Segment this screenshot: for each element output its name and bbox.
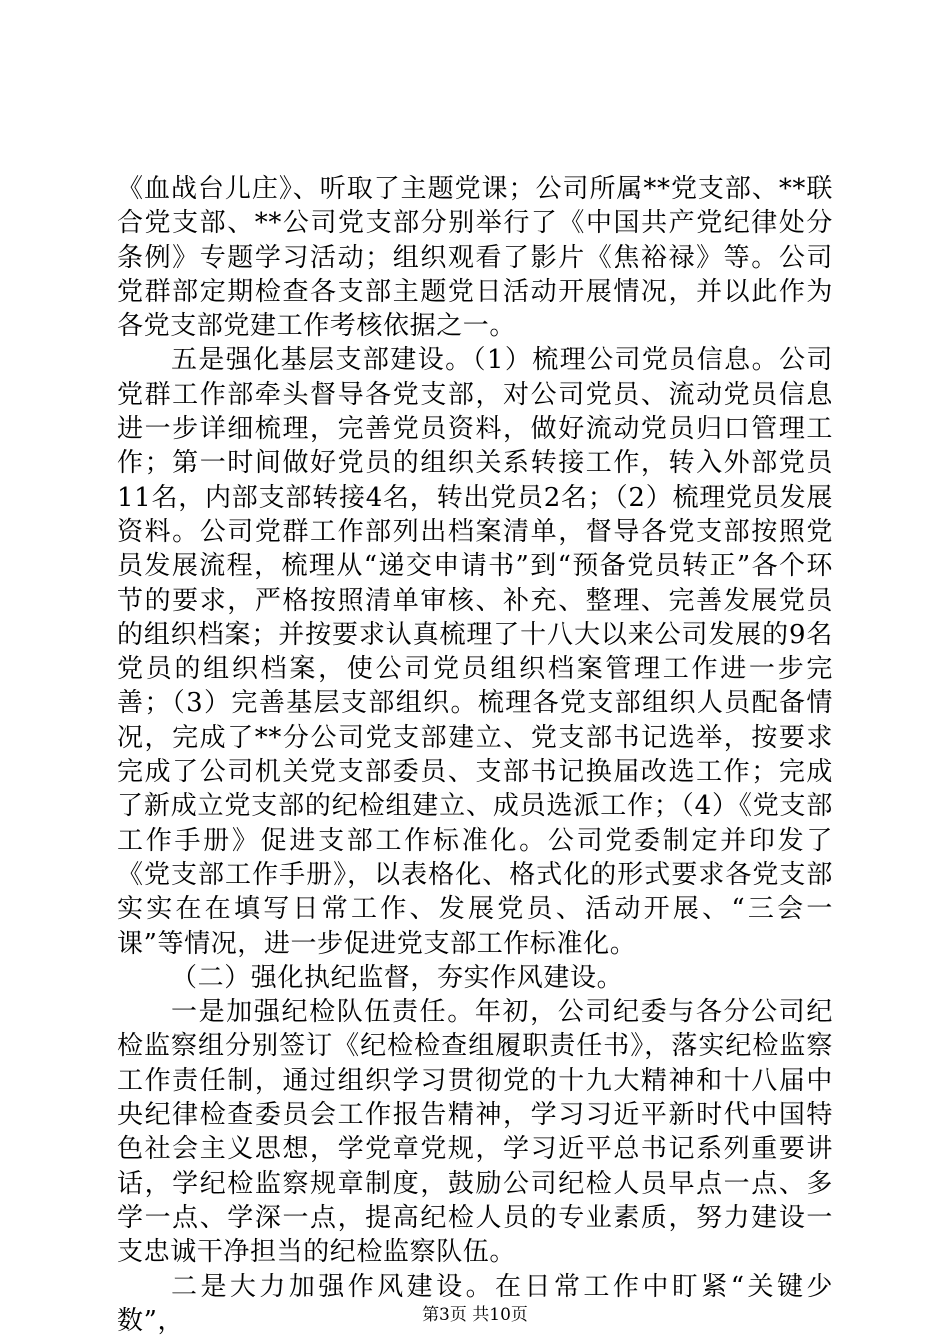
document-body <box>117 172 833 1338</box>
paragraph-work-style: 二是大力加强作风建设。在日常工作中盯紧“关键少数”， <box>117 1271 833 1336</box>
paragraph-discipline-team: 一是加强纪检队伍责任。年初，公司纪委与各分公司纪检监察组分别签订《纪检检查组履职责任书》，落实纪检监察工作责任制，通过组织学习贯彻党的十九大精神和十八届中央纪律检查委员会工作报告精神，学习习近平新时代中国特色社会主义思想，学党章党规，学习近平总书记系列重要讲话，学纪检监察规章制度，鼓励公司纪检人员早点一点、多学一点、学深一点，提高纪检人员的专业素质，努力建设一支忠诚干净担当的纪检监察队伍。 <box>117 997 833 1268</box>
paragraph-branch-building: 五是强化基层支部建设。（1）梳理公司党员信息。公司党群工作部牵头督导各党支部，对公司党员、流动党员信息进一步详细梳理，完善党员资料，做好流动党员归口管理工作；第一时间做好党员的组织关系转接工作，转入外部党员11名，内部支部转接4名，转出党员2名；（2）梳理党员发展资料。公司党群工作部列出档案清单，督导各党支部按照党员发展流程，梳理从“递交申请书”到“预备党员转正”各个环节的要求，严格按照清单审核、补充、整理、完善发展党员的组织档案；并按要求认真梳理了十八大以来公司发展的9名党员的组织档案，使公司党员组织档案管理工作进一步完善；（3）完善基层支部组织。梳理各党支部组织人员配备情况，完成了**分公司党支部建立、党支部书记选举，按要求完成了公司机关党支部委员、支部书记换届改选工作；完成了新成立党支部的纪检组建立、成员选派工作；（4）《党支部工作手册》促进支部工作标准化。公司党委制定并印发了《党支部工作手册》，以表格化、格式化的形式要求各党支部实实在在填写日常工作、发展党员、活动开展、“三会一课”等情况，进一步促进党支部工作标准化。 <box>117 345 833 959</box>
paragraph-continuation: 《血战台儿庄》、听取了主题党课；公司所属**党支部、**联合党支部、**公司党支部分别举行了《中国共产党纪律处分条例》专题学习活动；组织观看了影片《焦裕禄》等。公司党群部定期检查各支部主题党日活动开展情况，并以此作为各党支部党建工作考核依据之一。 <box>117 174 833 342</box>
page-footer: 第3页 共10页 <box>422 1305 528 1325</box>
section-heading-discipline: （二）强化执纪监督，夯实作风建设。 <box>171 962 624 993</box>
